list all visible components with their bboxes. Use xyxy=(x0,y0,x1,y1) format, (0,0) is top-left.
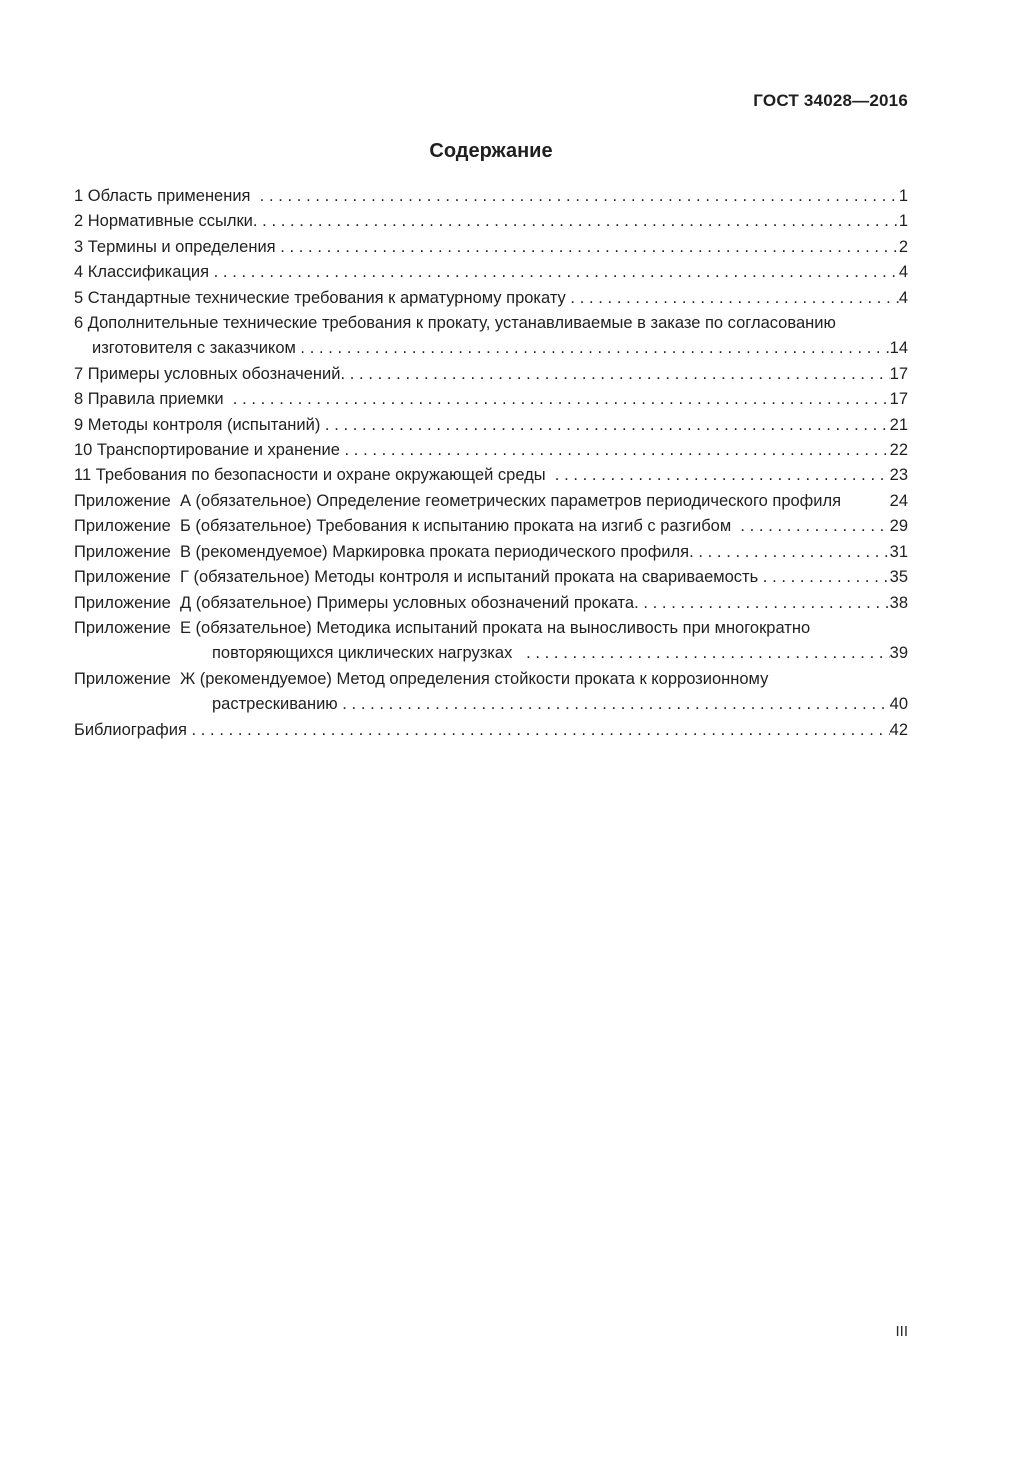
dot-leader xyxy=(214,260,899,285)
toc-entry-page: 23 xyxy=(889,466,908,485)
toc-entry-text: Приложение Е (обязательное) Методика испытаний проката на выносливость при многократно xyxy=(74,618,811,637)
toc-entry-text: Приложение Б (обязательное) Требования к испытанию проката на изгиб с разгибом xyxy=(74,517,741,536)
toc-entry-continuation xyxy=(74,336,908,361)
toc-entry-text: Приложение В (рекомендуемое) Маркировка проката периодического профиля xyxy=(74,542,690,561)
toc-entry-page: 38 xyxy=(889,593,908,612)
table-of-contents xyxy=(74,184,908,743)
toc-entry-page: 21 xyxy=(889,415,908,434)
toc-entry-page: 4 xyxy=(898,263,908,282)
toc-entry-text: Приложение Ж (рекомендуемое) Метод определения стойкости проката к коррозионному xyxy=(74,669,769,688)
toc-entry xyxy=(74,667,908,692)
toc-entry xyxy=(74,413,908,438)
toc-entry-text: Приложение Г (обязательное) Методы контроля и испытаний проката на свариваемость xyxy=(74,568,763,587)
dot-leader xyxy=(191,718,889,743)
toc-entry-text: 5 Стандартные технические требования к арматурному прокату xyxy=(74,288,571,307)
toc-entry-text: 2 Нормативные ссылки xyxy=(74,212,253,231)
toc-entry-text: Приложение А (обязательное) Определение геометрических параметров периодического профиля xyxy=(74,491,842,510)
toc-entry xyxy=(74,184,908,209)
toc-entry-text: Библиография xyxy=(74,720,192,739)
toc-entry-text: Приложение Д (обязательное) Примеры условных обозначений проката xyxy=(74,593,635,612)
toc-entry-page: 22 xyxy=(889,441,908,460)
dot-leader xyxy=(740,514,889,539)
toc-entry-page: 14 xyxy=(889,339,908,358)
toc-entry-text: 10 Транспортирование и хранение xyxy=(74,441,345,460)
toc-entry-page: 2 xyxy=(898,237,908,256)
toc-entry-page: 35 xyxy=(889,568,908,587)
dot-leader xyxy=(340,362,889,387)
toc-entry-page: 17 xyxy=(889,390,908,409)
toc-entry-page: 4 xyxy=(898,288,908,307)
toc-entry xyxy=(74,209,908,234)
dot-leader xyxy=(280,235,899,260)
toc-entry xyxy=(74,565,908,590)
toc-entry xyxy=(74,260,908,285)
toc-entry xyxy=(74,540,908,565)
dot-leader xyxy=(325,413,890,438)
toc-entry xyxy=(74,311,908,336)
dot-leader xyxy=(763,565,890,590)
toc-entry-page: 42 xyxy=(889,720,908,739)
toc-entry xyxy=(74,235,908,260)
toc-entry-text: 8 Правила приемки xyxy=(74,390,233,409)
dot-leader xyxy=(689,540,890,565)
dot-leader xyxy=(345,438,890,463)
toc-entry xyxy=(74,591,908,616)
dot-leader xyxy=(300,336,889,361)
toc-entry xyxy=(74,616,908,641)
toc-entry-text: 11 Требования по безопасности и охране окружающей среды xyxy=(74,466,555,485)
toc-entry xyxy=(74,463,908,488)
toc-entry-page: 31 xyxy=(889,542,908,561)
toc-entry-text: повторяющихся циклических нагрузках xyxy=(212,644,527,663)
doc-code: ГОСТ 34028—2016 xyxy=(753,91,908,110)
toc-entry-text: 9 Методы контроля (испытаний) xyxy=(74,415,325,434)
toc-entry xyxy=(74,362,908,387)
toc-entry xyxy=(74,438,908,463)
toc-entry xyxy=(74,514,908,539)
toc-title: Содержание xyxy=(429,140,553,162)
toc-entry-page: 1 xyxy=(898,212,908,231)
toc-entry-text: 7 Примеры условных обозначений xyxy=(74,364,341,383)
toc-entry-page: 29 xyxy=(889,517,908,536)
toc-entry-text: растрескиванию xyxy=(212,695,343,714)
toc-entry-text: 1 Область применения xyxy=(74,187,260,205)
toc-entry-text: 6 Дополнительные технические требования к прокату, устанавливаемые в заказе по согласованию xyxy=(74,314,836,333)
dot-leader xyxy=(260,184,899,209)
dot-leader xyxy=(634,591,890,616)
toc-entry-text: 4 Классификация xyxy=(74,263,214,282)
toc-entry xyxy=(74,286,908,311)
toc-entry-page: 24 xyxy=(889,491,908,510)
toc-entry xyxy=(74,387,908,412)
dot-leader xyxy=(526,641,890,666)
toc-entry-page: 39 xyxy=(889,644,908,663)
dot-leader xyxy=(253,209,899,234)
toc-entry-page: 17 xyxy=(889,364,908,383)
toc-entry-page: 1 xyxy=(898,187,908,205)
page-number-roman: III xyxy=(895,1323,908,1340)
toc-entry-page: 40 xyxy=(889,695,908,714)
toc-entry xyxy=(74,718,908,743)
dot-leader xyxy=(233,387,890,412)
dot-leader xyxy=(555,463,890,488)
toc-entry-continuation xyxy=(74,692,908,717)
toc-entry xyxy=(74,489,908,514)
toc-entry-text: изготовителя с заказчиком xyxy=(92,339,301,358)
dot-leader xyxy=(570,286,898,311)
toc-entry-continuation xyxy=(74,641,908,666)
toc-entry-text: 3 Термины и определения xyxy=(74,237,281,256)
dot-leader xyxy=(342,692,889,717)
